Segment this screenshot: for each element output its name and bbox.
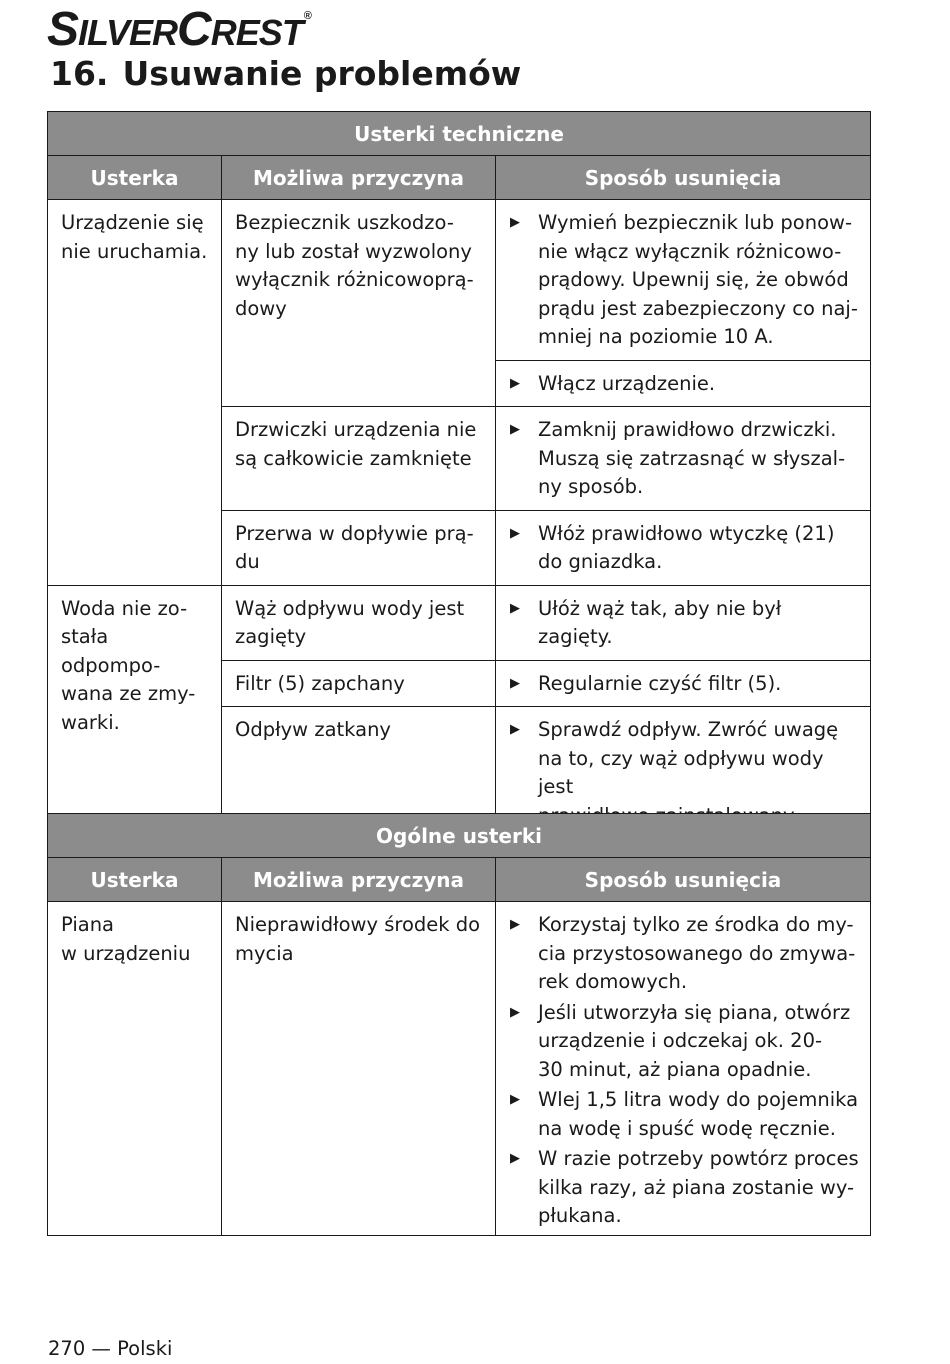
solution-cell: ▶ Wymień bezpiecznik lub ponow- nie włącz wyłącznik różnicowo- prądowy. Upewnij się, że obwód prądu jest zabezpieczony co naj- mniej na poziomie 10 A. bbox=[496, 200, 871, 361]
cause-cell: Wąż odpływu wody jest zagięty bbox=[222, 585, 496, 660]
triangle-right-icon: ▶ bbox=[510, 722, 520, 737]
section-title bbox=[50, 54, 521, 93]
solution-step: ▶ Wlej 1,5 litra wody do pojemnika na wodę i spuść wodę ręcznie. bbox=[510, 1086, 862, 1143]
solution-cell: ▶ Ułóż wąż tak, aby nie był zagięty. bbox=[496, 585, 871, 660]
triangle-right-icon: ▶ bbox=[510, 525, 520, 541]
column-header-cause: Możliwa przyczyna bbox=[222, 858, 496, 902]
technical-faults-table bbox=[47, 111, 871, 839]
solution-cell: ▶ Regularnie czyść filtr (5). bbox=[496, 660, 871, 707]
silvercrest-logo: SILVERCREST® bbox=[47, 3, 311, 56]
section-heading: Usuwanie problemów bbox=[122, 54, 522, 93]
triangle-right-icon: ▶ bbox=[510, 375, 520, 391]
column-header-fault: Usterka bbox=[48, 858, 222, 902]
fault-cell: Urządzenie się nie uruchamia. bbox=[48, 200, 222, 586]
table-title: Ogólne usterki bbox=[48, 814, 871, 858]
triangle-right-icon: ▶ bbox=[510, 422, 520, 437]
column-header-solution: Sposób usunięcia bbox=[496, 156, 871, 200]
solution-step: ▶ Korzystaj tylko ze środka do my- cia przystosowanego do zmywa- rek domowych. bbox=[510, 911, 862, 997]
solution-cell: ▶ Włóż prawidłowo wtyczkę (21) do gniazdka. bbox=[496, 510, 871, 585]
cause-cell: Odpływ zatkany bbox=[222, 707, 496, 839]
column-header-solution: Sposób usunięcia bbox=[496, 858, 871, 902]
triangle-right-icon: ▶ bbox=[510, 1092, 520, 1107]
cause-cell: Drzwiczki urządzenia nie są całkowicie zamknięte bbox=[222, 407, 496, 511]
section-number: 16. bbox=[50, 54, 109, 93]
cause-cell: Przerwa w dopływie prą- du bbox=[222, 510, 496, 585]
solution-cell: ▶ Zamknij prawidłowo drzwiczki. Muszą się zatrzasnąć w słyszal- ny sposób. bbox=[496, 407, 871, 511]
fault-cell: Woda nie zo- stała odpompo- wana ze zmy- warki. bbox=[48, 585, 222, 839]
column-header-cause: Możliwa przyczyna bbox=[222, 156, 496, 200]
triangle-right-icon: ▶ bbox=[510, 600, 520, 616]
table-title: Usterki techniczne bbox=[48, 112, 871, 156]
solution-cell: ▶ Sprawdź odpływ. Zwróć uwagę na to, czy wąż odpływu wody jest bbox=[496, 707, 871, 839]
solution-cell bbox=[496, 902, 871, 1236]
cause-cell: Nieprawidłowy środek do mycia bbox=[222, 902, 496, 1236]
triangle-right-icon: ▶ bbox=[510, 1004, 520, 1020]
fault-cell: Piana w urządzeniu bbox=[48, 902, 222, 1236]
triangle-right-icon: ▶ bbox=[510, 215, 520, 230]
column-header-fault: Usterka bbox=[48, 156, 222, 200]
solution-step: ▶ Jeśli utworzyła się piana, otwórz urządzenie i odczekaj ok. 20- 30 minut, aż piana opadnie. bbox=[510, 999, 862, 1085]
triangle-right-icon: ▶ bbox=[510, 917, 520, 932]
solution-cell: ▶ Włącz urządzenie. bbox=[496, 360, 871, 407]
general-faults-table bbox=[47, 813, 871, 1236]
cause-cell: Bezpiecznik uszkodzo- ny lub został wyzwolony wyłącznik różnicowoprą- dowy bbox=[222, 200, 496, 407]
triangle-right-icon: ▶ bbox=[510, 1151, 520, 1166]
triangle-right-icon: ▶ bbox=[510, 675, 520, 691]
cause-cell: Filtr (5) zapchany bbox=[222, 660, 496, 707]
page-footer: 270 — Polski bbox=[48, 1337, 173, 1360]
solution-step: ▶ W razie potrzeby powtórz proces kilka razy, aż piana zostanie wy- płukana. bbox=[510, 1145, 862, 1231]
